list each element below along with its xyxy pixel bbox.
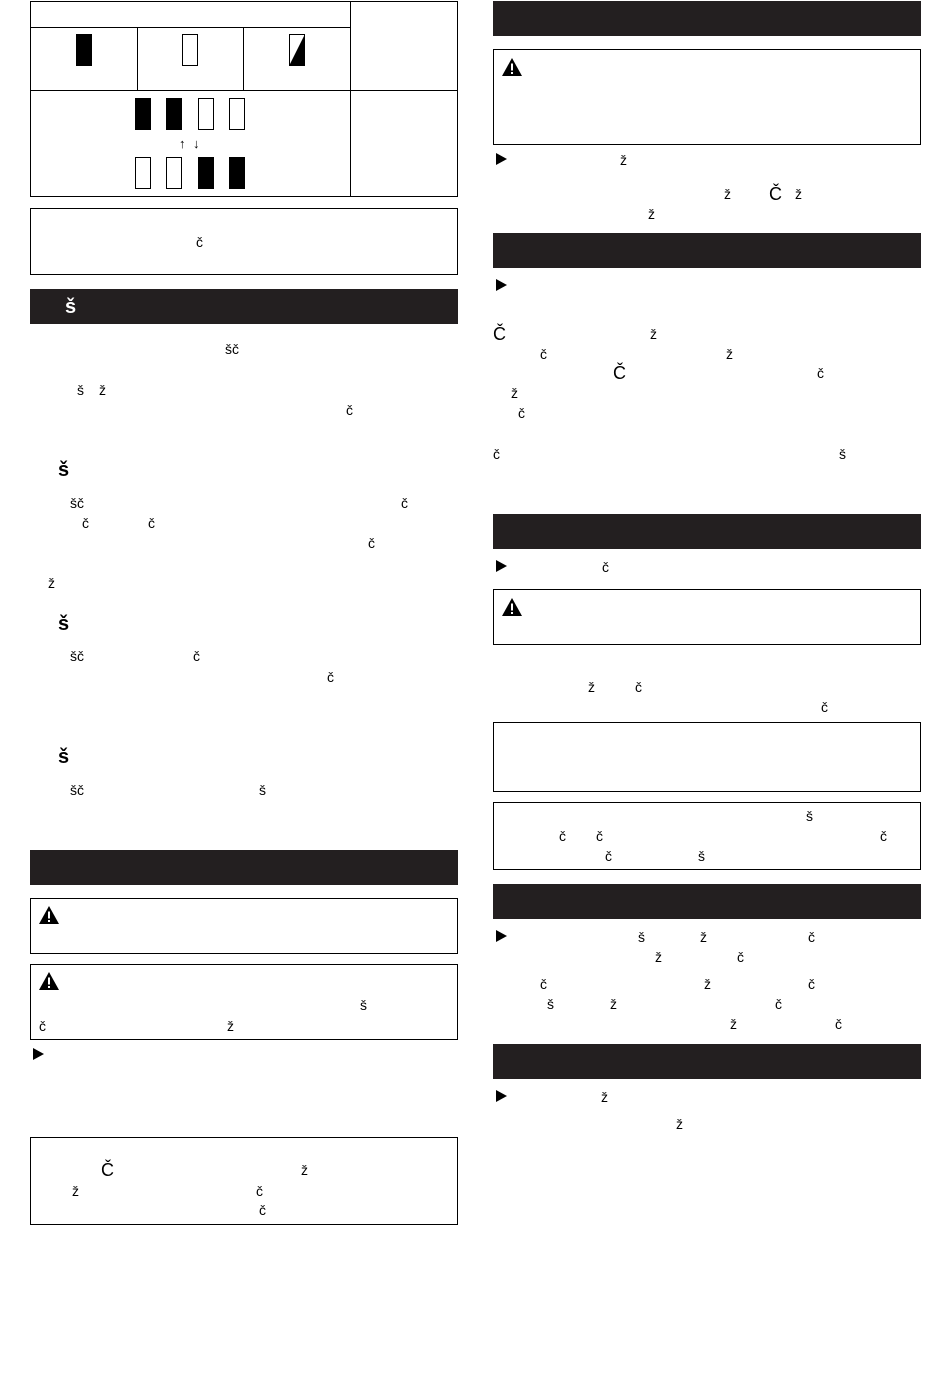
body-text: šč [225,341,239,357]
body-text: č [518,405,525,421]
body-text: ž [301,1162,308,1178]
body-text: č [82,515,89,531]
body-text: č [596,828,603,844]
body-text: ž [724,186,731,202]
table-divider [350,1,351,197]
body-text: Č [769,184,782,204]
note-box [30,1137,458,1225]
body-text: č [368,535,375,551]
body-text: č [821,699,828,715]
lamp-blinking-icon [289,34,305,66]
body-text: ž [704,976,711,992]
body-text: š [259,782,266,798]
section-heading-bar [493,514,921,549]
table-divider [30,27,350,28]
body-text: č [346,402,353,418]
lamp-on-icon [166,98,182,130]
body-text: č [635,679,642,695]
warning-box [30,898,458,954]
body-text: š [839,446,846,462]
note-box [493,722,921,792]
warning-icon [501,57,523,77]
bullet-arrow-icon [33,1048,44,1060]
bullet-arrow-icon [496,930,507,942]
lamp-on-icon [135,98,151,130]
body-text: č [39,1018,46,1034]
bullet-arrow-icon [496,279,507,291]
body-text: č [808,929,815,945]
body-text: ž [588,679,595,695]
body-text: č [775,996,782,1012]
section-heading-bar [493,1,921,36]
body-text: š [806,808,813,824]
body-text: ž [700,929,707,945]
body-text: Č [493,324,506,344]
lamp-off-icon [166,157,182,189]
bullet-arrow-icon [496,1090,507,1102]
body-text: č [808,976,815,992]
body-text: ž [650,326,657,342]
table-divider [243,27,244,90]
lamp-off-icon [182,34,198,66]
body-text: č [605,848,612,864]
body-text: š [698,848,705,864]
body-text: č [540,976,547,992]
bullet-arrow-icon [496,153,507,165]
note-text: č [196,234,203,250]
body-text: ž [227,1018,234,1034]
lamp-off-icon [198,98,214,130]
body-text: ž [48,575,55,591]
up-arrow-icon: ↑ [179,136,186,151]
body-text: č [493,446,500,462]
lamp-on-icon [76,34,92,66]
down-arrow-icon: ↓ [193,136,200,151]
subsection-mark: š [58,459,70,481]
body-text: č [193,648,200,664]
body-text: ž [511,385,518,401]
section-heading-bar [493,884,921,919]
section-heading-bar [493,233,921,268]
body-text: š [77,382,84,398]
body-text: č [327,669,334,685]
body-text: č [737,949,744,965]
warning-box [493,49,921,145]
section-heading-bar [30,850,458,885]
body-text: ž [730,1016,737,1032]
subsection-mark: š [58,746,70,768]
lamp-off-icon [229,98,245,130]
body-text: Č [613,363,626,383]
body-text: ž [72,1183,79,1199]
body-text: č [401,495,408,511]
body-text: č [880,828,887,844]
lamp-off-icon [135,157,151,189]
body-text: ž [610,996,617,1012]
lamp-on-icon [229,157,245,189]
subsection-mark: š [58,613,70,635]
warning-icon [38,905,60,925]
body-text: ž [99,382,106,398]
body-text: šč [70,495,84,511]
section-heading: š [65,296,77,318]
body-text: č [148,515,155,531]
body-text: š [360,997,367,1013]
body-text: č [559,828,566,844]
warning-box [493,589,921,645]
bullet-arrow-icon [496,560,507,572]
body-text: Č [101,1160,114,1180]
body-text: ž [676,1116,683,1132]
body-text: ž [648,206,655,222]
section-heading-bar [30,289,458,324]
body-text: č [259,1202,266,1218]
note-box [30,208,458,275]
body-text: č [602,559,609,575]
body-text: ž [795,186,802,202]
body-text: š [547,996,554,1012]
table-divider [30,90,458,91]
table-divider [137,27,138,90]
body-text: ž [726,346,733,362]
body-text: š [638,929,645,945]
lamp-on-icon [198,157,214,189]
section-heading-bar [493,1044,921,1079]
body-text: č [817,365,824,381]
body-text: č [835,1016,842,1032]
body-text: šč [70,648,84,664]
body-text: č [256,1183,263,1199]
note-box [493,802,921,870]
warning-box [30,964,458,1040]
warning-icon [501,597,523,617]
warning-icon [38,971,60,991]
body-text: šč [70,782,84,798]
body-text: ž [601,1089,608,1105]
body-text: č [540,346,547,362]
body-text: ž [655,949,662,965]
body-text: ž [620,152,627,168]
